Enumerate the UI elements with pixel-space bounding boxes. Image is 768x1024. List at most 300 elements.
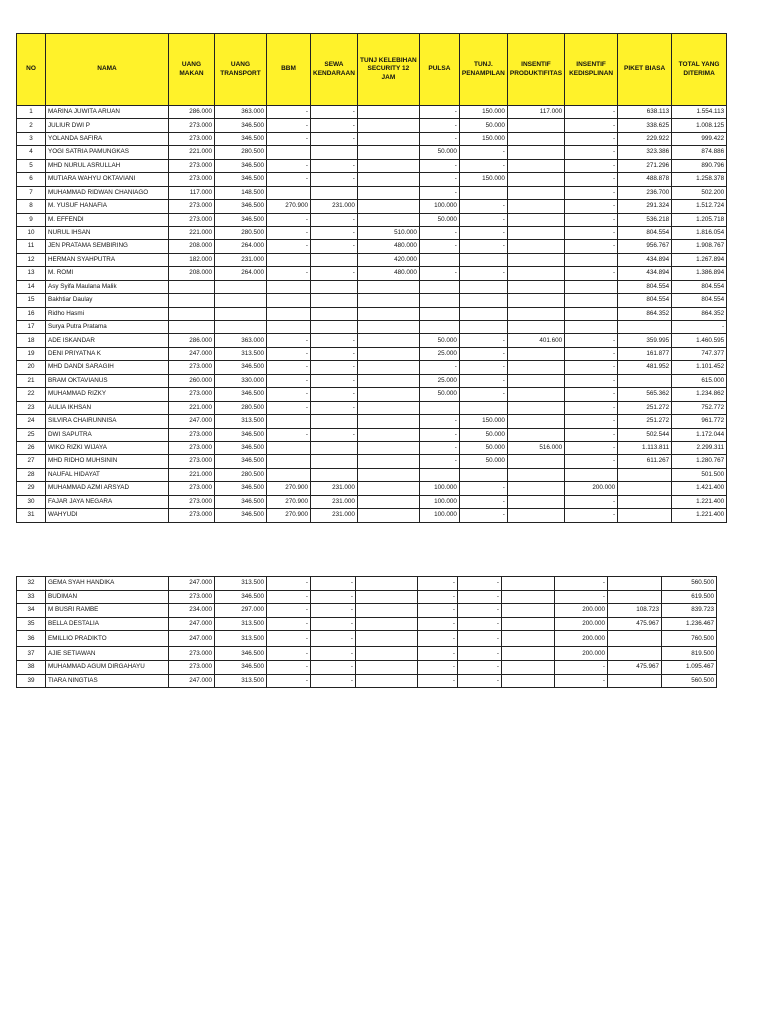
header-nama: NAMA	[46, 34, 169, 106]
table-row	[17, 388, 727, 401]
cell-tunj-kelebihan	[357, 495, 419, 508]
cell-bbm: -	[267, 106, 311, 119]
cell-no: 8	[17, 200, 46, 213]
cell-uang-makan	[169, 321, 215, 334]
cell-tunj-penampilan	[459, 186, 507, 199]
cell-insentif-kedisplinan: -	[565, 509, 618, 522]
cell-total: 1.460.595	[672, 334, 727, 347]
cell-bbm: -	[267, 617, 311, 631]
cell-tunj-penampilan: 50.000	[459, 455, 507, 468]
cell-sewa-kendaraan: -	[311, 617, 356, 631]
cell-nama: MUHAMMAD AZMI ARSYAD	[46, 482, 169, 495]
cell-insentif-produktifitas	[502, 617, 555, 631]
cell-uang-transport: 280.500	[215, 468, 267, 481]
cell-insentif-kedisplinan: -	[565, 347, 618, 360]
cell-uang-makan: 273.000	[169, 132, 215, 145]
table-row	[17, 441, 727, 454]
table-row	[17, 660, 717, 674]
table-row	[17, 617, 717, 631]
cell-tunj-kelebihan	[357, 428, 419, 441]
cell-insentif-produktifitas	[502, 647, 555, 661]
cell-sewa-kendaraan: -	[311, 159, 358, 172]
cell-insentif-produktifitas	[507, 159, 564, 172]
cell-insentif-kedisplinan: -	[565, 146, 618, 159]
cell-insentif-kedisplinan: -	[565, 361, 618, 374]
cell-uang-transport: 313.500	[215, 674, 267, 688]
cell-insentif-kedisplinan: -	[565, 119, 618, 132]
cell-insentif-produktifitas	[507, 186, 564, 199]
cell-pulsa: 100.000	[419, 482, 459, 495]
table-row	[17, 200, 727, 213]
cell-sewa-kendaraan	[311, 307, 358, 320]
cell-sewa-kendaraan	[311, 455, 358, 468]
cell-no: 36	[17, 631, 46, 647]
cell-sewa-kendaraan: -	[311, 631, 356, 647]
cell-pulsa: -	[419, 415, 459, 428]
cell-total: 747.377	[672, 347, 727, 360]
cell-uang-transport: 346.500	[215, 441, 267, 454]
cell-tunj-kelebihan	[357, 388, 419, 401]
cell-insentif-produktifitas	[502, 604, 555, 618]
cell-tunj-penampilan: 50.000	[459, 428, 507, 441]
cell-sewa-kendaraan: -	[311, 132, 358, 145]
cell-insentif-kedisplinan: -	[565, 106, 618, 119]
cell-tunj-penampilan: -	[459, 240, 507, 253]
cell-piket-biasa	[608, 647, 662, 661]
cell-insentif-kedisplinan: -	[555, 674, 608, 688]
table-row	[17, 106, 727, 119]
cell-sewa-kendaraan: -	[311, 213, 358, 226]
header-bbm: BBM	[267, 34, 311, 106]
cell-nama: MUHAMMAD AGUM DIRGAHAYU	[46, 660, 169, 674]
cell-no: 3	[17, 132, 46, 145]
cell-insentif-produktifitas	[502, 577, 555, 591]
cell-tunj-kelebihan: 480.000	[357, 267, 419, 280]
cell-nama: MARINA JUWITA ARUAN	[46, 106, 169, 119]
cell-tunj-kelebihan	[357, 415, 419, 428]
cell-total: 804.554	[672, 280, 727, 293]
cell-bbm	[267, 146, 311, 159]
table-row	[17, 119, 727, 132]
cell-piket-biasa: 271.296	[618, 159, 672, 172]
cell-uang-makan: 273.000	[169, 159, 215, 172]
cell-tunj-kelebihan	[357, 132, 419, 145]
cell-no: 12	[17, 253, 46, 266]
cell-tunj-kelebihan	[356, 617, 418, 631]
cell-insentif-kedisplinan: -	[565, 428, 618, 441]
cell-tunj-penampilan: -	[459, 146, 507, 159]
cell-tunj-penampilan: -	[459, 159, 507, 172]
cell-piket-biasa: 251.272	[618, 415, 672, 428]
cell-no: 1	[17, 106, 46, 119]
cell-nama: M. ROMI	[46, 267, 169, 280]
table-row	[17, 647, 717, 661]
cell-insentif-produktifitas	[507, 240, 564, 253]
cell-uang-makan: 208.000	[169, 267, 215, 280]
cell-pulsa: -	[419, 159, 459, 172]
cell-insentif-kedisplinan: -	[565, 401, 618, 414]
cell-no: 4	[17, 146, 46, 159]
cell-total: 1.234.862	[672, 388, 727, 401]
cell-insentif-kedisplinan: -	[565, 213, 618, 226]
table-body-continued	[17, 577, 717, 688]
cell-piket-biasa	[608, 577, 662, 591]
cell-insentif-produktifitas	[507, 482, 564, 495]
cell-bbm: -	[267, 631, 311, 647]
table-row	[17, 240, 727, 253]
cell-piket-biasa: 236.700	[618, 186, 672, 199]
cell-insentif-produktifitas	[502, 674, 555, 688]
cell-bbm: -	[267, 132, 311, 145]
cell-insentif-kedisplinan	[565, 321, 618, 334]
cell-piket-biasa: 323.386	[618, 146, 672, 159]
table-row	[17, 321, 727, 334]
cell-pulsa: 25.000	[419, 347, 459, 360]
cell-sewa-kendaraan: 231.000	[311, 509, 358, 522]
cell-uang-transport: 346.500	[215, 119, 267, 132]
cell-total: 502.200	[672, 186, 727, 199]
cell-tunj-penampilan: 150.000	[459, 132, 507, 145]
cell-pulsa: -	[419, 186, 459, 199]
cell-insentif-produktifitas	[502, 631, 555, 647]
cell-pulsa	[419, 253, 459, 266]
cell-no: 7	[17, 186, 46, 199]
cell-uang-makan: 273.000	[169, 119, 215, 132]
cell-no: 31	[17, 509, 46, 522]
cell-uang-transport	[215, 321, 267, 334]
header-no: NO	[17, 34, 46, 106]
cell-total: 819.500	[662, 647, 717, 661]
cell-piket-biasa: 488.878	[618, 173, 672, 186]
cell-insentif-kedisplinan	[565, 468, 618, 481]
cell-tunj-kelebihan: 480.000	[357, 240, 419, 253]
cell-piket-biasa: 536.218	[618, 213, 672, 226]
cell-tunj-kelebihan	[356, 577, 418, 591]
cell-pulsa: -	[418, 674, 458, 688]
cell-uang-makan: 117.000	[169, 186, 215, 199]
cell-uang-makan: 247.000	[169, 674, 215, 688]
cell-tunj-penampilan	[459, 321, 507, 334]
cell-tunj-penampilan: -	[458, 647, 502, 661]
cell-total: 1.258.378	[672, 173, 727, 186]
cell-nama: DWI SAPUTRA	[46, 428, 169, 441]
cell-insentif-kedisplinan: -	[565, 132, 618, 145]
table-row	[17, 334, 727, 347]
cell-pulsa	[419, 280, 459, 293]
cell-insentif-produktifitas	[507, 415, 564, 428]
cell-total: 619.500	[662, 590, 717, 604]
cell-insentif-produktifitas	[507, 401, 564, 414]
cell-uang-transport: 346.500	[215, 455, 267, 468]
cell-sewa-kendaraan: 231.000	[311, 495, 358, 508]
cell-tunj-penampilan	[459, 253, 507, 266]
cell-no: 21	[17, 374, 46, 387]
cell-piket-biasa	[618, 482, 672, 495]
cell-uang-transport	[215, 280, 267, 293]
cell-total: 999.422	[672, 132, 727, 145]
cell-nama: AULIA IKHSAN	[46, 401, 169, 414]
cell-tunj-penampilan	[459, 468, 507, 481]
cell-uang-transport: 346.500	[215, 200, 267, 213]
cell-insentif-kedisplinan: -	[565, 388, 618, 401]
cell-total: 752.772	[672, 401, 727, 414]
cell-bbm: -	[267, 428, 311, 441]
cell-insentif-kedisplinan: -	[565, 240, 618, 253]
cell-tunj-kelebihan	[356, 590, 418, 604]
cell-bbm: -	[267, 240, 311, 253]
cell-insentif-kedisplinan: -	[565, 495, 618, 508]
cell-bbm: -	[267, 213, 311, 226]
cell-insentif-produktifitas	[507, 267, 564, 280]
cell-tunj-penampilan: -	[458, 590, 502, 604]
cell-uang-makan: 273.000	[169, 590, 215, 604]
cell-insentif-kedisplinan: -	[555, 590, 608, 604]
cell-nama: HERMAN SYAHPUTRA	[46, 253, 169, 266]
table-row	[17, 401, 727, 414]
cell-tunj-kelebihan	[357, 213, 419, 226]
table-row	[17, 213, 727, 226]
cell-insentif-produktifitas	[507, 388, 564, 401]
cell-sewa-kendaraan	[311, 146, 358, 159]
cell-piket-biasa: 804.554	[618, 226, 672, 239]
cell-bbm	[267, 186, 311, 199]
cell-no: 6	[17, 173, 46, 186]
cell-tunj-penampilan: -	[459, 509, 507, 522]
table-row	[17, 307, 727, 320]
cell-uang-makan: 273.000	[169, 455, 215, 468]
cell-nama: M. YUSUF HANAFIA	[46, 200, 169, 213]
cell-pulsa: -	[419, 441, 459, 454]
cell-sewa-kendaraan: -	[311, 240, 358, 253]
cell-no: 38	[17, 660, 46, 674]
payroll-table-continued	[16, 576, 717, 688]
cell-pulsa: 100.000	[419, 200, 459, 213]
cell-uang-transport: 313.500	[215, 617, 267, 631]
cell-uang-transport: 330.000	[215, 374, 267, 387]
cell-total: 1.280.767	[672, 455, 727, 468]
cell-tunj-penampilan: -	[459, 267, 507, 280]
cell-uang-transport: 346.500	[215, 132, 267, 145]
cell-bbm: -	[267, 119, 311, 132]
cell-bbm: -	[267, 388, 311, 401]
table-row	[17, 253, 727, 266]
cell-insentif-kedisplinan: 200.000	[555, 617, 608, 631]
cell-tunj-kelebihan	[357, 106, 419, 119]
table-row	[17, 159, 727, 172]
cell-uang-transport: 346.500	[215, 660, 267, 674]
cell-insentif-kedisplinan: -	[565, 159, 618, 172]
cell-uang-transport: 313.500	[215, 347, 267, 360]
cell-pulsa: 50.000	[419, 388, 459, 401]
cell-nama: BUDIMAN	[46, 590, 169, 604]
table-row	[17, 374, 727, 387]
cell-nama: AJIE SETIAWAN	[46, 647, 169, 661]
cell-pulsa: 50.000	[419, 213, 459, 226]
cell-nama: MUTIARA WAHYU OKTAVIANI	[46, 173, 169, 186]
cell-pulsa	[419, 321, 459, 334]
cell-uang-transport: 346.500	[215, 428, 267, 441]
cell-total: 560.500	[662, 674, 717, 688]
cell-pulsa: -	[419, 455, 459, 468]
cell-sewa-kendaraan: -	[311, 334, 358, 347]
cell-tunj-kelebihan	[357, 200, 419, 213]
cell-nama: MUHAMMAD RIDWAN CHANIAGO	[46, 186, 169, 199]
cell-bbm: -	[267, 604, 311, 618]
cell-no: 33	[17, 590, 46, 604]
cell-nama: M. EFFENDI	[46, 213, 169, 226]
cell-pulsa: 50.000	[419, 334, 459, 347]
cell-total: 804.554	[672, 294, 727, 307]
cell-tunj-penampilan	[459, 307, 507, 320]
cell-pulsa	[419, 294, 459, 307]
cell-piket-biasa	[618, 468, 672, 481]
cell-tunj-penampilan: -	[459, 200, 507, 213]
cell-insentif-produktifitas	[507, 321, 564, 334]
cell-tunj-penampilan: 150.000	[459, 173, 507, 186]
cell-total: 890.796	[672, 159, 727, 172]
cell-total: 864.352	[672, 307, 727, 320]
cell-tunj-penampilan: -	[458, 631, 502, 647]
cell-bbm	[267, 294, 311, 307]
cell-insentif-produktifitas	[507, 495, 564, 508]
cell-uang-makan	[169, 307, 215, 320]
cell-nama: MUHAMMAD RIZKY	[46, 388, 169, 401]
cell-nama: JULIUR DWI P	[46, 119, 169, 132]
cell-tunj-penampilan	[459, 401, 507, 414]
cell-total: 501.500	[672, 468, 727, 481]
cell-bbm: -	[267, 267, 311, 280]
cell-uang-makan	[169, 294, 215, 307]
cell-bbm	[267, 415, 311, 428]
cell-uang-transport: 363.000	[215, 334, 267, 347]
cell-uang-transport: 346.500	[215, 213, 267, 226]
cell-tunj-kelebihan	[357, 307, 419, 320]
cell-no: 19	[17, 347, 46, 360]
cell-tunj-kelebihan	[357, 468, 419, 481]
cell-insentif-produktifitas	[507, 361, 564, 374]
cell-pulsa: 50.000	[419, 146, 459, 159]
cell-tunj-kelebihan	[357, 361, 419, 374]
cell-nama: BRAM OKTAVIANUS	[46, 374, 169, 387]
cell-uang-makan: 221.000	[169, 468, 215, 481]
cell-uang-transport: 346.500	[215, 590, 267, 604]
table-row	[17, 509, 727, 522]
cell-no: 17	[17, 321, 46, 334]
cell-sewa-kendaraan: -	[311, 173, 358, 186]
cell-uang-makan: 234.000	[169, 604, 215, 618]
cell-bbm: 270.900	[267, 482, 311, 495]
cell-sewa-kendaraan: -	[311, 361, 358, 374]
cell-uang-makan: 182.000	[169, 253, 215, 266]
cell-bbm	[267, 280, 311, 293]
cell-bbm: -	[267, 361, 311, 374]
cell-no: 24	[17, 415, 46, 428]
cell-insentif-produktifitas	[507, 173, 564, 186]
cell-total: 839.723	[662, 604, 717, 618]
cell-uang-makan: 273.000	[169, 482, 215, 495]
cell-uang-makan: 286.000	[169, 106, 215, 119]
cell-insentif-kedisplinan	[565, 294, 618, 307]
cell-uang-transport: 313.500	[215, 577, 267, 591]
cell-nama: BELLA DESTALIA	[46, 617, 169, 631]
header-insentif-kedisplinan: INSENTIF KEDISPLINAN	[565, 34, 618, 106]
cell-tunj-penampilan: -	[458, 577, 502, 591]
cell-pulsa: 100.000	[419, 509, 459, 522]
cell-insentif-kedisplinan	[565, 253, 618, 266]
cell-insentif-produktifitas	[507, 132, 564, 145]
cell-tunj-penampilan: -	[459, 388, 507, 401]
cell-uang-transport: 280.500	[215, 401, 267, 414]
header-tunj-kelebihan: TUNJ KELEBIHAN SECURITY 12 JAM	[357, 34, 419, 106]
cell-insentif-produktifitas	[507, 253, 564, 266]
cell-sewa-kendaraan: 231.000	[311, 200, 358, 213]
cell-sewa-kendaraan: -	[311, 388, 358, 401]
cell-sewa-kendaraan	[311, 468, 358, 481]
cell-nama: NURUL IHSAN	[46, 226, 169, 239]
cell-insentif-kedisplinan: -	[565, 173, 618, 186]
cell-piket-biasa: 502.544	[618, 428, 672, 441]
cell-no: 34	[17, 604, 46, 618]
cell-no: 18	[17, 334, 46, 347]
cell-tunj-kelebihan: 510.000	[357, 226, 419, 239]
cell-insentif-kedisplinan: 200.000	[555, 631, 608, 647]
cell-sewa-kendaraan: -	[311, 647, 356, 661]
cell-piket-biasa: 804.554	[618, 294, 672, 307]
cell-tunj-penampilan: -	[459, 347, 507, 360]
cell-insentif-kedisplinan: 200.000	[565, 482, 618, 495]
cell-nama: Surya Putra Pratama	[46, 321, 169, 334]
cell-uang-transport: 346.500	[215, 647, 267, 661]
cell-insentif-kedisplinan: -	[565, 267, 618, 280]
cell-nama: Bakhtiar Daulay	[46, 294, 169, 307]
cell-insentif-produktifitas	[507, 455, 564, 468]
cell-insentif-kedisplinan: -	[565, 441, 618, 454]
cell-insentif-kedisplinan	[565, 307, 618, 320]
cell-pulsa: 100.000	[419, 495, 459, 508]
cell-pulsa: 25.000	[419, 374, 459, 387]
cell-piket-biasa: 108.723	[608, 604, 662, 618]
cell-tunj-penampilan: 150.000	[459, 106, 507, 119]
cell-tunj-kelebihan	[357, 347, 419, 360]
cell-nama: FAJAR JAYA NEGARA	[46, 495, 169, 508]
cell-uang-makan: 273.000	[169, 647, 215, 661]
cell-sewa-kendaraan: -	[311, 119, 358, 132]
cell-uang-makan: 247.000	[169, 415, 215, 428]
cell-tunj-kelebihan: 420.000	[357, 253, 419, 266]
cell-bbm: -	[267, 674, 311, 688]
cell-bbm	[267, 468, 311, 481]
cell-tunj-kelebihan	[357, 455, 419, 468]
cell-sewa-kendaraan	[311, 321, 358, 334]
cell-piket-biasa	[618, 321, 672, 334]
cell-nama: GEMA SYAH HANDIKA	[46, 577, 169, 591]
cell-sewa-kendaraan: -	[311, 106, 358, 119]
header-sewa-kendaraan: SEWA KENDARAAN	[311, 34, 358, 106]
cell-piket-biasa: 434.894	[618, 267, 672, 280]
cell-tunj-penampilan: -	[458, 660, 502, 674]
cell-nama: EMILLIO PRADIKTO	[46, 631, 169, 647]
cell-tunj-kelebihan	[356, 674, 418, 688]
cell-piket-biasa: 864.352	[618, 307, 672, 320]
cell-tunj-kelebihan	[357, 294, 419, 307]
cell-piket-biasa: 1.113.811	[618, 441, 672, 454]
cell-insentif-kedisplinan	[565, 280, 618, 293]
cell-uang-makan: 273.000	[169, 495, 215, 508]
table-row	[17, 590, 717, 604]
cell-insentif-produktifitas: 117.000	[507, 106, 564, 119]
cell-piket-biasa: 359.995	[618, 334, 672, 347]
header-row	[17, 34, 727, 106]
